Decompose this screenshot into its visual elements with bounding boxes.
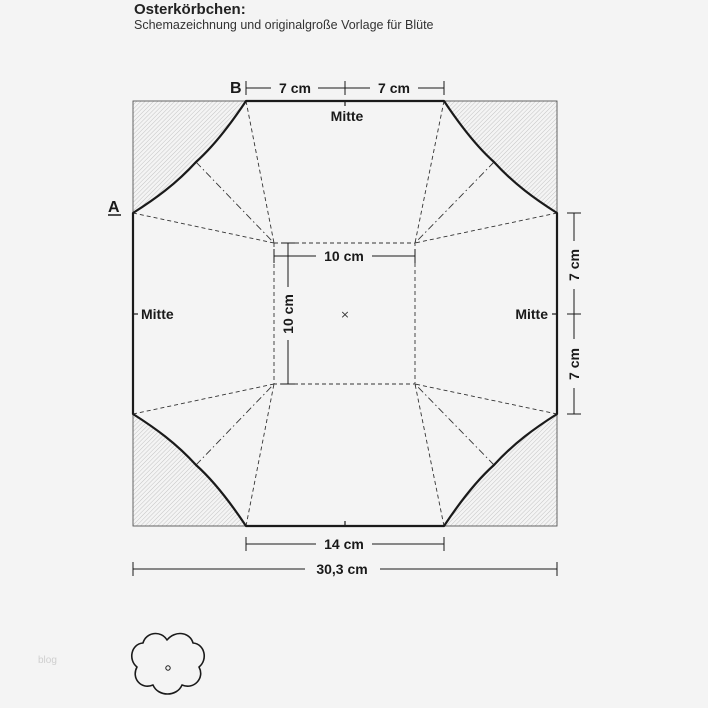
- dim-center-width: 10 cm: [324, 248, 364, 264]
- mitte-top-label: Mitte: [330, 108, 364, 124]
- top-dimension: [246, 81, 444, 95]
- right-dimension: [567, 213, 581, 414]
- page-title: Osterkörbchen:: [134, 1, 246, 18]
- dim-bottom-inner: 14 cm: [324, 536, 364, 552]
- center-mark: ×: [340, 308, 350, 321]
- mitte-left-label: Mitte: [141, 306, 174, 322]
- dim-bottom-total: 30,3 cm: [316, 561, 368, 577]
- flower-template: [132, 634, 204, 694]
- point-b-label: B: [230, 80, 242, 97]
- page-subtitle: Schemazeichnung und originalgroße Vorlage für Blüte: [134, 18, 434, 32]
- point-a-label: A: [108, 199, 120, 216]
- dim-top-left: 7 cm: [279, 80, 311, 96]
- dim-top-right: 7 cm: [378, 80, 410, 96]
- dim-right-lower: 7 cm: [566, 348, 582, 380]
- watermark: blog: [38, 655, 57, 666]
- mitte-right-label: Mitte: [515, 306, 548, 322]
- dim-right-upper: 7 cm: [566, 249, 582, 281]
- dim-center-height: 10 cm: [280, 294, 296, 334]
